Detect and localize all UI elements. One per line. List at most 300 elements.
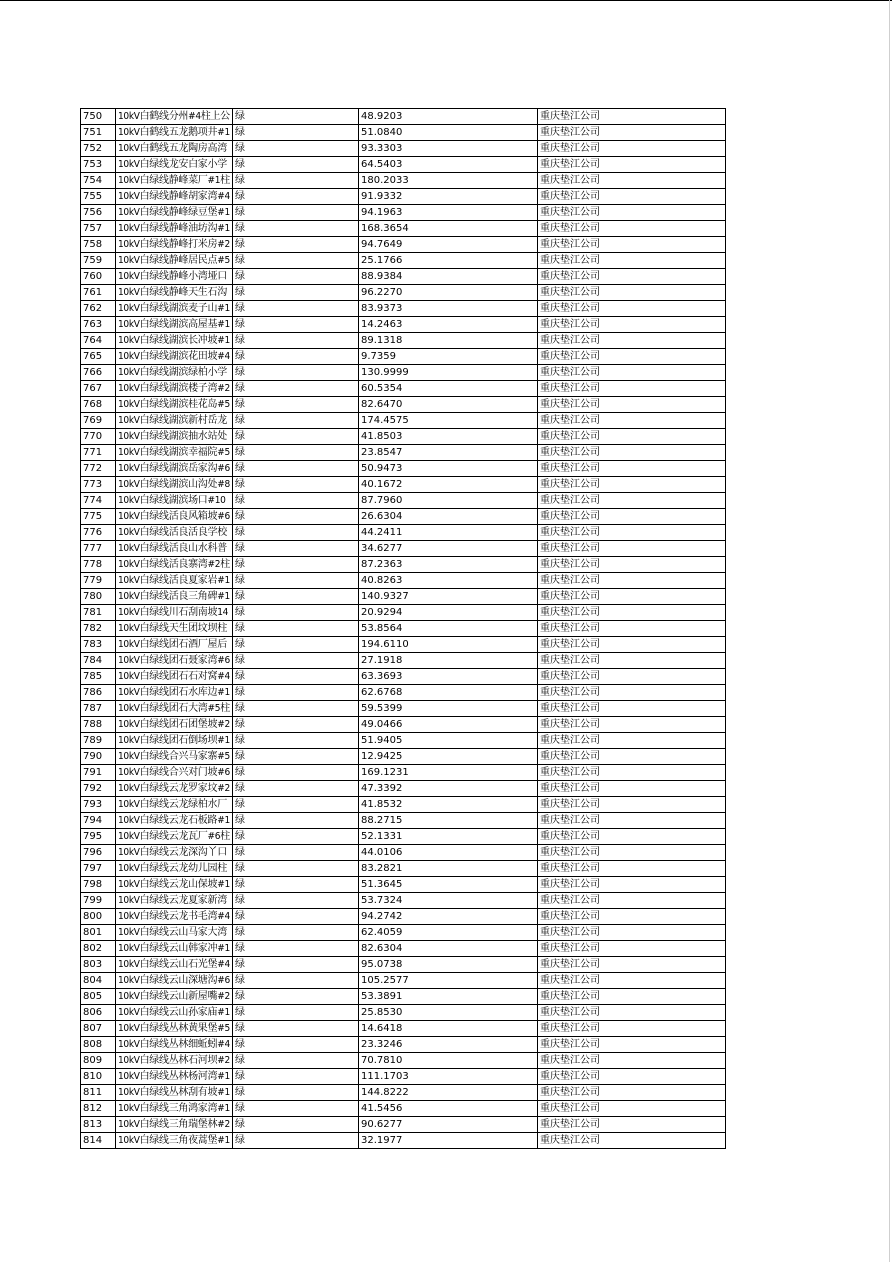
value-cell: 194.6110 [359,637,538,653]
color-cell: 绿 [233,1021,359,1037]
line-name-cell: 10kV白鹤线分州#4柱上公 [116,109,233,125]
line-name-cell: 10kV白绿线龙安白家小学 [116,157,233,173]
row-number-cell: 777 [81,541,116,557]
company-cell: 重庆垫江公司 [538,541,726,557]
company-cell: 重庆垫江公司 [538,685,726,701]
company-cell: 重庆垫江公司 [538,349,726,365]
row-number-cell: 759 [81,253,116,269]
line-name-cell: 10kV白绿线湖滨岳家沟#6 [116,461,233,477]
line-name-cell: 10kV白绿线湖滨绿柏小学 [116,365,233,381]
line-name-cell: 10kV白绿线静峰胡家湾#4 [116,189,233,205]
company-cell: 重庆垫江公司 [538,973,726,989]
row-number-cell: 761 [81,285,116,301]
company-cell: 重庆垫江公司 [538,509,726,525]
row-number-cell: 791 [81,765,116,781]
value-cell: 94.7649 [359,237,538,253]
color-cell: 绿 [233,861,359,877]
company-cell: 重庆垫江公司 [538,1037,726,1053]
line-name-cell: 10kV白绿线活良三角碑#1 [116,589,233,605]
company-cell: 重庆垫江公司 [538,109,726,125]
color-cell: 绿 [233,285,359,301]
company-cell: 重庆垫江公司 [538,893,726,909]
row-number-cell: 757 [81,221,116,237]
company-cell: 重庆垫江公司 [538,765,726,781]
row-number-cell: 775 [81,509,116,525]
color-cell: 绿 [233,333,359,349]
row-number-cell: 789 [81,733,116,749]
company-cell: 重庆垫江公司 [538,1085,726,1101]
company-cell: 重庆垫江公司 [538,797,726,813]
line-name-cell: 10kV白绿线丛林杨河湾#1 [116,1069,233,1085]
table-row [81,269,726,285]
color-cell: 绿 [233,797,359,813]
row-number-cell: 766 [81,365,116,381]
line-name-cell: 10kV白绿线湖滨高屋基#1 [116,317,233,333]
table-row [81,381,726,397]
color-cell: 绿 [233,637,359,653]
value-cell: 40.1672 [359,477,538,493]
color-cell: 绿 [233,477,359,493]
table-row [81,141,726,157]
row-number-cell: 760 [81,269,116,285]
value-cell: 20.9294 [359,605,538,621]
row-number-cell: 752 [81,141,116,157]
color-cell: 绿 [233,781,359,797]
data-table [80,108,726,1149]
value-cell: 53.8564 [359,621,538,637]
color-cell: 绿 [233,349,359,365]
row-number-cell: 783 [81,637,116,653]
table-row [81,701,726,717]
row-number-cell: 781 [81,605,116,621]
line-name-cell: 10kV白绿线静峰绿豆堡#1 [116,205,233,221]
line-name-cell: 10kV白绿线合兴马家寨#5 [116,749,233,765]
value-cell: 41.5456 [359,1101,538,1117]
table-row [81,797,726,813]
company-cell: 重庆垫江公司 [538,189,726,205]
company-cell: 重庆垫江公司 [538,605,726,621]
line-name-cell: 10kV白绿线湖滨场口#10 [116,493,233,509]
value-cell: 41.8503 [359,429,538,445]
company-cell: 重庆垫江公司 [538,1069,726,1085]
row-number-cell: 764 [81,333,116,349]
company-cell: 重庆垫江公司 [538,205,726,221]
company-cell: 重庆垫江公司 [538,157,726,173]
line-name-cell: 10kV白绿线云龙瓦厂#6柱 [116,829,233,845]
color-cell: 绿 [233,893,359,909]
table-row [81,125,726,141]
value-cell: 14.6418 [359,1021,538,1037]
company-cell: 重庆垫江公司 [538,701,726,717]
line-name-cell: 10kV白绿线丛林黄果堡#5 [116,1021,233,1037]
company-cell: 重庆垫江公司 [538,1021,726,1037]
table-row [81,925,726,941]
value-cell: 53.7324 [359,893,538,909]
company-cell: 重庆垫江公司 [538,813,726,829]
color-cell: 绿 [233,1037,359,1053]
color-cell: 绿 [233,509,359,525]
value-cell: 60.5354 [359,381,538,397]
color-cell: 绿 [233,877,359,893]
value-cell: 111.1703 [359,1069,538,1085]
company-cell: 重庆垫江公司 [538,877,726,893]
line-name-cell: 10kV白绿线静峰居民点#5 [116,253,233,269]
value-cell: 48.9203 [359,109,538,125]
color-cell: 绿 [233,717,359,733]
company-cell: 重庆垫江公司 [538,861,726,877]
color-cell: 绿 [233,109,359,125]
value-cell: 93.3303 [359,141,538,157]
table-row [81,893,726,909]
line-name-cell: 10kV白鹤线五龙鹅项井#1 [116,125,233,141]
table-row [81,429,726,445]
table-row [81,461,726,477]
company-cell: 重庆垫江公司 [538,125,726,141]
row-number-cell: 779 [81,573,116,589]
row-number-cell: 763 [81,317,116,333]
line-name-cell: 10kV白绿线湖滨抽水站处 [116,429,233,445]
color-cell: 绿 [233,381,359,397]
row-number-cell: 750 [81,109,116,125]
value-cell: 70.7810 [359,1053,538,1069]
value-cell: 14.2463 [359,317,538,333]
color-cell: 绿 [233,301,359,317]
table-row [81,349,726,365]
table-row [81,397,726,413]
line-name-cell: 10kV白绿线三角鸿家湾#1 [116,1101,233,1117]
color-cell: 绿 [233,621,359,637]
color-cell: 绿 [233,173,359,189]
row-number-cell: 797 [81,861,116,877]
value-cell: 89.1318 [359,333,538,349]
color-cell: 绿 [233,605,359,621]
value-cell: 63.3693 [359,669,538,685]
row-number-cell: 808 [81,1037,116,1053]
color-cell: 绿 [233,1133,359,1149]
line-name-cell: 10kV白绿线活良夏家岩#1 [116,573,233,589]
value-cell: 83.9373 [359,301,538,317]
row-number-cell: 803 [81,957,116,973]
color-cell: 绿 [233,317,359,333]
value-cell: 144.8222 [359,1085,538,1101]
color-cell: 绿 [233,189,359,205]
color-cell: 绿 [233,1005,359,1021]
value-cell: 62.4059 [359,925,538,941]
row-number-cell: 784 [81,653,116,669]
company-cell: 重庆垫江公司 [538,221,726,237]
line-name-cell: 10kV白绿线湖滨幸福院#5 [116,445,233,461]
company-cell: 重庆垫江公司 [538,173,726,189]
company-cell: 重庆垫江公司 [538,1133,726,1149]
company-cell: 重庆垫江公司 [538,365,726,381]
value-cell: 180.2033 [359,173,538,189]
table-body [81,109,726,1149]
color-cell: 绿 [233,237,359,253]
row-number-cell: 812 [81,1101,116,1117]
value-cell: 52.1331 [359,829,538,845]
page-top-border [0,0,892,1]
table-row [81,685,726,701]
line-name-cell: 10kV白绿线湖滨花田坡#4 [116,349,233,365]
color-cell: 绿 [233,829,359,845]
company-cell: 重庆垫江公司 [538,781,726,797]
row-number-cell: 788 [81,717,116,733]
line-name-cell: 10kV白鹤线五龙陶房高湾 [116,141,233,157]
value-cell: 130.9999 [359,365,538,381]
value-cell: 23.3246 [359,1037,538,1053]
table-row [81,509,726,525]
row-number-cell: 811 [81,1085,116,1101]
value-cell: 95.0738 [359,957,538,973]
line-name-cell: 10kV白绿线三角瑞堡林#2 [116,1117,233,1133]
row-number-cell: 758 [81,237,116,253]
value-cell: 27.1918 [359,653,538,669]
table-row [81,173,726,189]
line-name-cell: 10kV白绿线三角夜蒿堡#1 [116,1133,233,1149]
company-cell: 重庆垫江公司 [538,557,726,573]
line-name-cell: 10kV白绿线团石酒厂屋后 [116,637,233,653]
table-row [81,1117,726,1133]
value-cell: 94.1963 [359,205,538,221]
table-row [81,557,726,573]
table-row [81,189,726,205]
color-cell: 绿 [233,749,359,765]
color-cell: 绿 [233,1085,359,1101]
company-cell: 重庆垫江公司 [538,845,726,861]
table-row [81,317,726,333]
table-row [81,941,726,957]
row-number-cell: 795 [81,829,116,845]
company-cell: 重庆垫江公司 [538,525,726,541]
row-number-cell: 767 [81,381,116,397]
row-number-cell: 799 [81,893,116,909]
line-name-cell: 10kV白绿线活良山水科普 [116,541,233,557]
color-cell: 绿 [233,1101,359,1117]
company-cell: 重庆垫江公司 [538,989,726,1005]
color-cell: 绿 [233,909,359,925]
row-number-cell: 751 [81,125,116,141]
row-number-cell: 770 [81,429,116,445]
color-cell: 绿 [233,765,359,781]
table-row [81,333,726,349]
table-row [81,669,726,685]
line-name-cell: 10kV白绿线团石团堡坡#2 [116,717,233,733]
value-cell: 47.3392 [359,781,538,797]
table-row [81,253,726,269]
row-number-cell: 813 [81,1117,116,1133]
line-name-cell: 10kV白绿线静峰菜厂#1柱 [116,173,233,189]
line-name-cell: 10kV白绿线云山韩家冲#1 [116,941,233,957]
color-cell: 绿 [233,1117,359,1133]
table-row [81,109,726,125]
value-cell: 83.2821 [359,861,538,877]
row-number-cell: 801 [81,925,116,941]
table-row [81,861,726,877]
line-name-cell: 10kV白绿线川石刮南坡14 [116,605,233,621]
line-name-cell: 10kV白绿线团石倒场坝#1 [116,733,233,749]
company-cell: 重庆垫江公司 [538,941,726,957]
color-cell: 绿 [233,733,359,749]
company-cell: 重庆垫江公司 [538,237,726,253]
table-row [81,301,726,317]
row-number-cell: 769 [81,413,116,429]
color-cell: 绿 [233,125,359,141]
value-cell: 32.1977 [359,1133,538,1149]
table-row [81,445,726,461]
table-row [81,829,726,845]
value-cell: 94.2742 [359,909,538,925]
row-number-cell: 771 [81,445,116,461]
color-cell: 绿 [233,973,359,989]
table-row [81,477,726,493]
table-row [81,813,726,829]
value-cell: 91.9332 [359,189,538,205]
value-cell: 41.8532 [359,797,538,813]
color-cell: 绿 [233,365,359,381]
value-cell: 140.9327 [359,589,538,605]
line-name-cell: 10kV白绿线团石大湾#5柱 [116,701,233,717]
line-name-cell: 10kV白绿线云龙山保坡#1 [116,877,233,893]
value-cell: 87.2363 [359,557,538,573]
table-row [81,221,726,237]
color-cell: 绿 [233,813,359,829]
value-cell: 25.1766 [359,253,538,269]
company-cell: 重庆垫江公司 [538,397,726,413]
table-row [81,781,726,797]
value-cell: 53.3891 [359,989,538,1005]
table-row [81,205,726,221]
row-number-cell: 753 [81,157,116,173]
company-cell: 重庆垫江公司 [538,301,726,317]
table-row [81,589,726,605]
row-number-cell: 768 [81,397,116,413]
color-cell: 绿 [233,221,359,237]
value-cell: 40.8263 [359,573,538,589]
line-name-cell: 10kV白绿线云龙幼儿园柱 [116,861,233,877]
table-row [81,541,726,557]
color-cell: 绿 [233,957,359,973]
value-cell: 44.0106 [359,845,538,861]
table-row [81,845,726,861]
table-row [81,285,726,301]
table-row [81,765,726,781]
line-name-cell: 10kV白绿线云龙夏家新湾 [116,893,233,909]
company-cell: 重庆垫江公司 [538,829,726,845]
table-row [81,653,726,669]
company-cell: 重庆垫江公司 [538,589,726,605]
row-number-cell: 778 [81,557,116,573]
company-cell: 重庆垫江公司 [538,957,726,973]
value-cell: 50.9473 [359,461,538,477]
color-cell: 绿 [233,493,359,509]
line-name-cell: 10kV白绿线活良寨湾#2柱 [116,557,233,573]
value-cell: 82.6304 [359,941,538,957]
line-name-cell: 10kV白绿线云龙罗家坟#2 [116,781,233,797]
color-cell: 绿 [233,541,359,557]
table-row [81,973,726,989]
color-cell: 绿 [233,205,359,221]
line-name-cell: 10kV白绿线云龙石板路#1 [116,813,233,829]
line-name-cell: 10kV白绿线云山孙家庙#1 [116,1005,233,1021]
table-row [81,989,726,1005]
line-name-cell: 10kV白绿线丛林细蚯蚓#4 [116,1037,233,1053]
row-number-cell: 792 [81,781,116,797]
line-name-cell: 10kV白绿线团石石对窝#4 [116,669,233,685]
color-cell: 绿 [233,669,359,685]
line-name-cell: 10kV白绿线湖滨麦子山#1 [116,301,233,317]
row-number-cell: 802 [81,941,116,957]
color-cell: 绿 [233,445,359,461]
line-name-cell: 10kV白绿线湖滨楼子湾#2 [116,381,233,397]
table-row [81,1037,726,1053]
table-row [81,365,726,381]
line-name-cell: 10kV白绿线团石水库边#1 [116,685,233,701]
line-name-cell: 10kV白绿线云龙深沟丫口 [116,845,233,861]
color-cell: 绿 [233,461,359,477]
table-row [81,157,726,173]
table-row [81,717,726,733]
line-name-cell: 10kV白绿线团石聂家湾#6 [116,653,233,669]
table-row [81,525,726,541]
color-cell: 绿 [233,429,359,445]
table-row [81,1085,726,1101]
color-cell: 绿 [233,525,359,541]
line-name-cell: 10kV白绿线丛林石河坝#2 [116,1053,233,1069]
value-cell: 96.2270 [359,285,538,301]
row-number-cell: 793 [81,797,116,813]
color-cell: 绿 [233,941,359,957]
table-row [81,1021,726,1037]
line-name-cell: 10kV白绿线静峰打米房#2 [116,237,233,253]
company-cell: 重庆垫江公司 [538,925,726,941]
color-cell: 绿 [233,157,359,173]
company-cell: 重庆垫江公司 [538,317,726,333]
value-cell: 34.6277 [359,541,538,557]
color-cell: 绿 [233,925,359,941]
row-number-cell: 754 [81,173,116,189]
value-cell: 64.5403 [359,157,538,173]
color-cell: 绿 [233,141,359,157]
value-cell: 88.9384 [359,269,538,285]
value-cell: 51.3645 [359,877,538,893]
color-cell: 绿 [233,413,359,429]
company-cell: 重庆垫江公司 [538,141,726,157]
row-number-cell: 806 [81,1005,116,1021]
row-number-cell: 796 [81,845,116,861]
row-number-cell: 804 [81,973,116,989]
line-name-cell: 10kV白绿线湖滨新村岳龙 [116,413,233,429]
color-cell: 绿 [233,397,359,413]
row-number-cell: 787 [81,701,116,717]
table-row [81,1101,726,1117]
company-cell: 重庆垫江公司 [538,621,726,637]
line-name-cell: 10kV白绿线活良活良学校 [116,525,233,541]
value-cell: 9.7359 [359,349,538,365]
value-cell: 87.7960 [359,493,538,509]
company-cell: 重庆垫江公司 [538,381,726,397]
line-name-cell: 10kV白绿线静峰油坊沟#1 [116,221,233,237]
line-name-cell: 10kV白绿线合兴对门坡#6 [116,765,233,781]
line-name-cell: 10kV白绿线湖滨桂花岛#5 [116,397,233,413]
row-number-cell: 780 [81,589,116,605]
value-cell: 23.8547 [359,445,538,461]
row-number-cell: 794 [81,813,116,829]
line-name-cell: 10kV白绿线云山马家大湾 [116,925,233,941]
company-cell: 重庆垫江公司 [538,669,726,685]
line-name-cell: 10kV白绿线云龙绿柏水厂 [116,797,233,813]
row-number-cell: 765 [81,349,116,365]
company-cell: 重庆垫江公司 [538,1053,726,1069]
